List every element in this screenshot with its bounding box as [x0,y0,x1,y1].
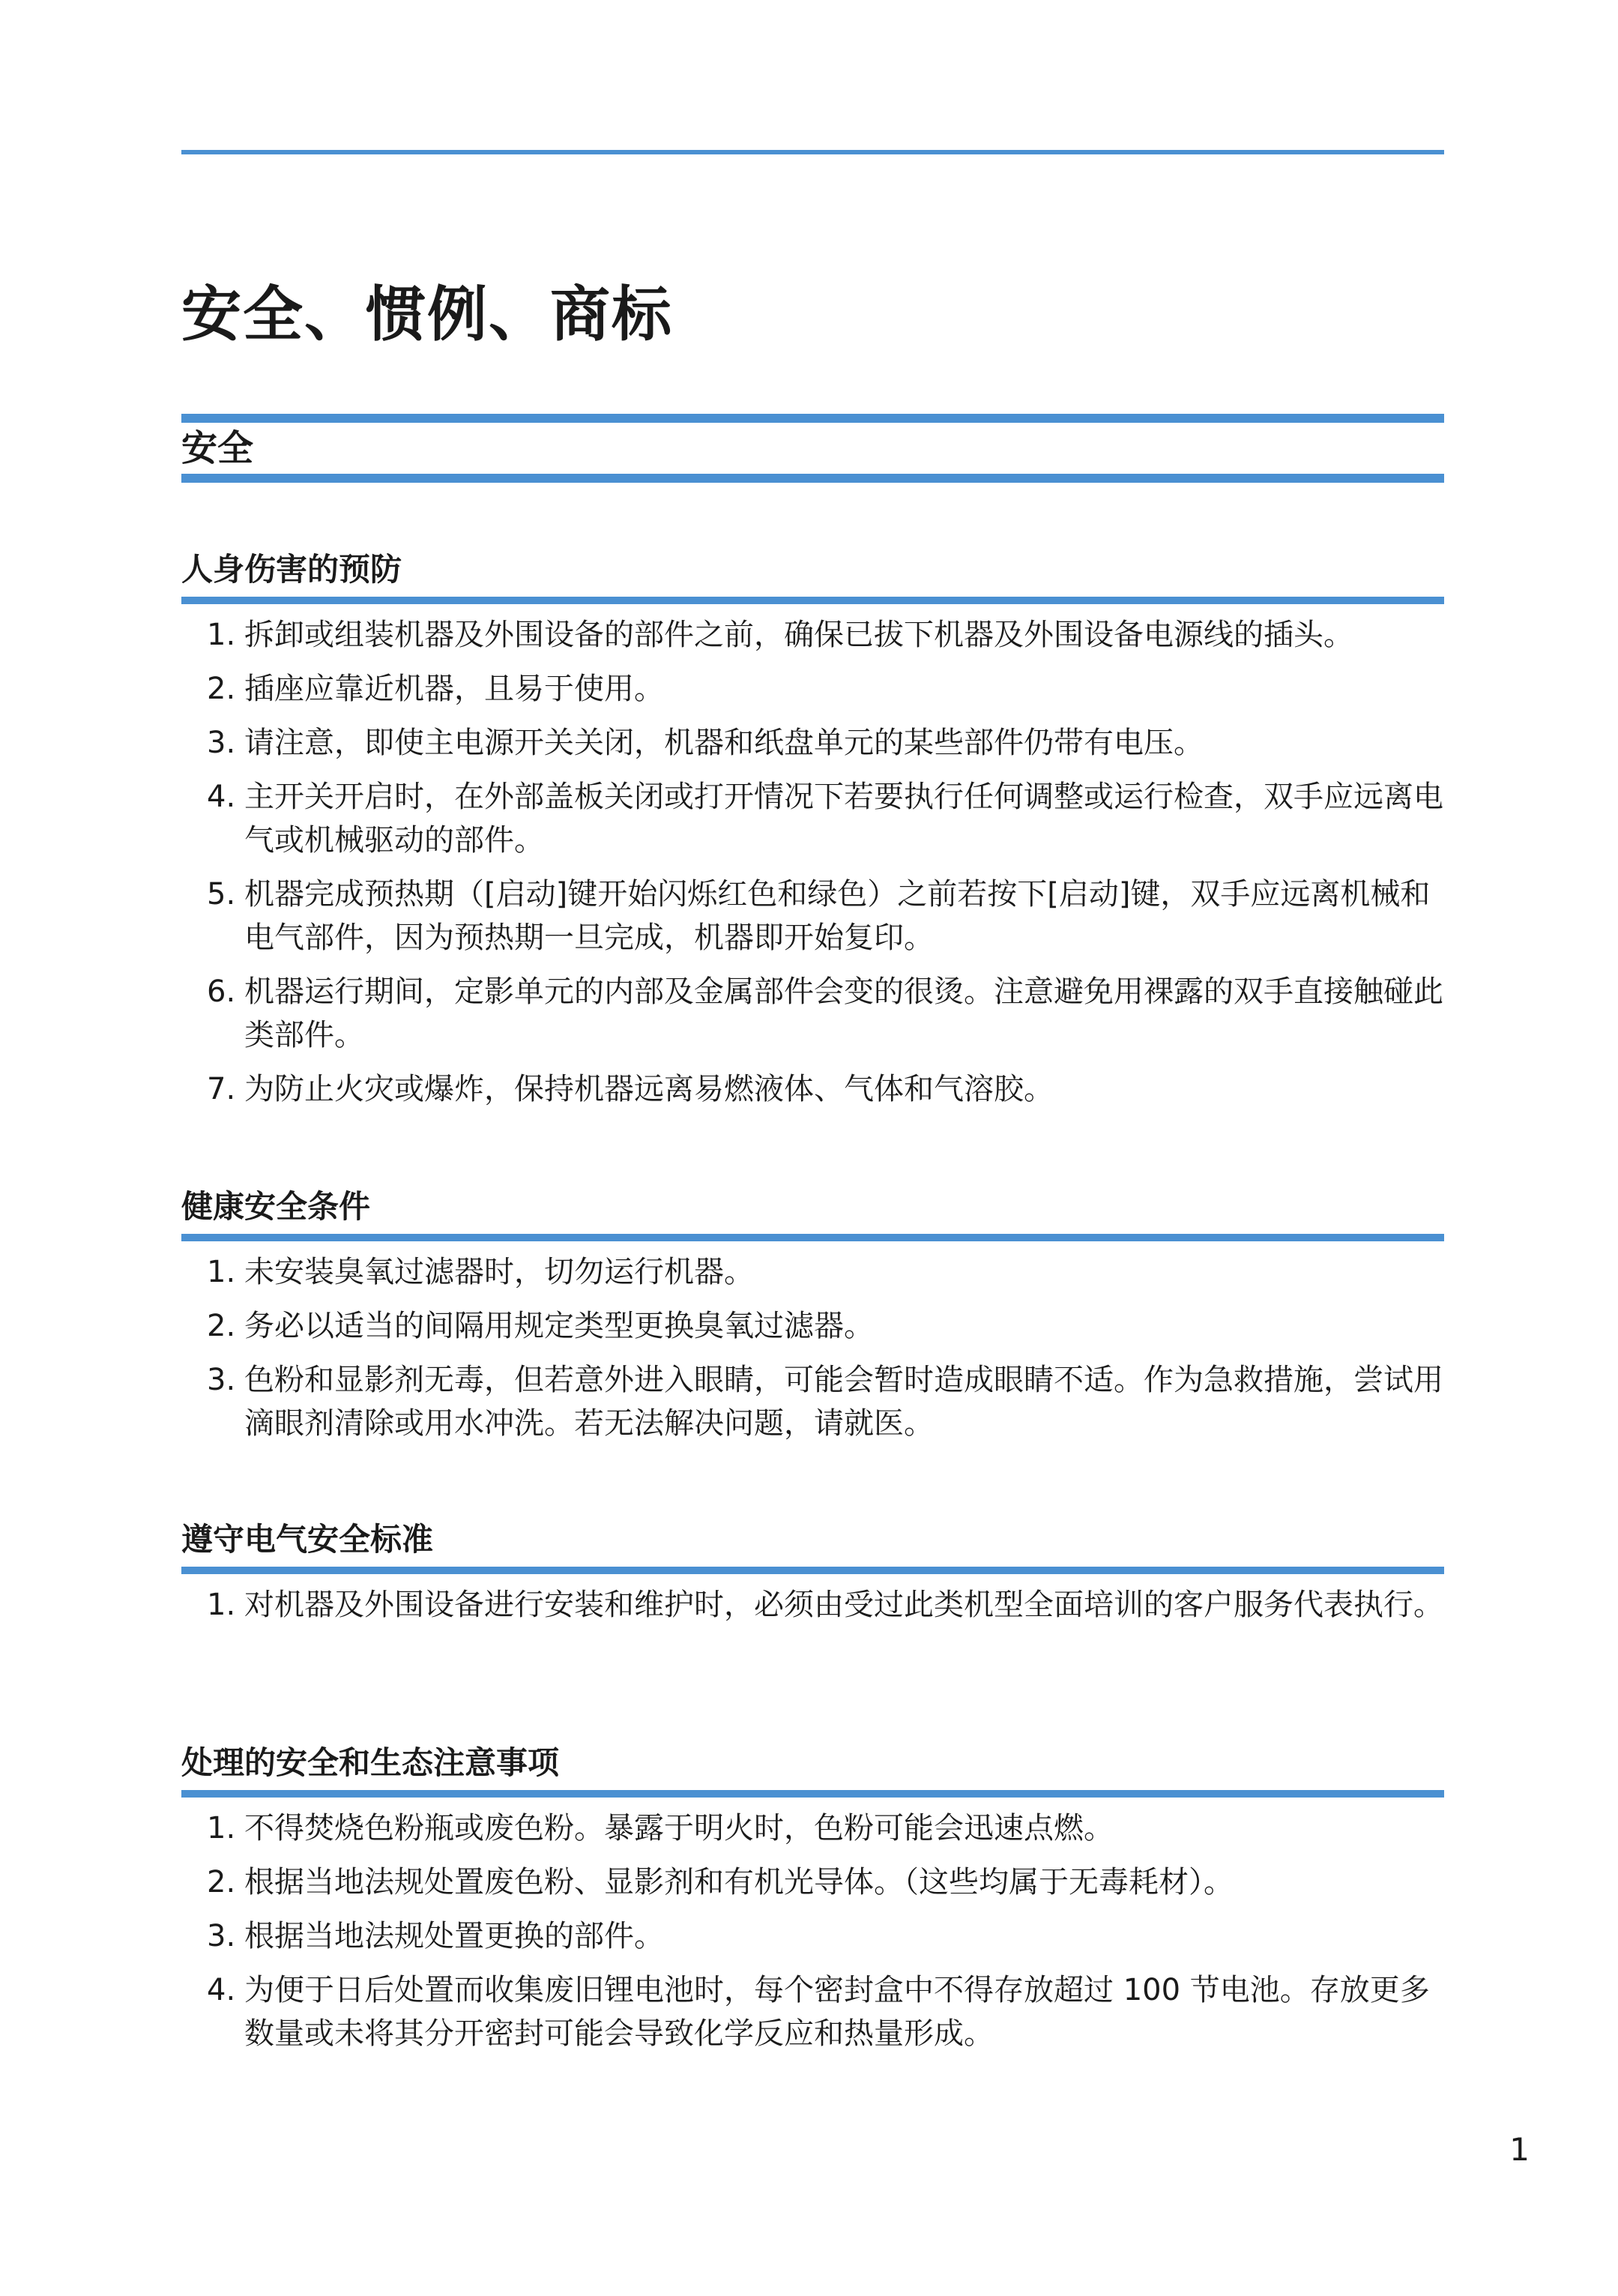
item-number: 5. [207,877,236,912]
list-item [181,775,1444,862]
item-number: 1. [207,1588,236,1622]
item-text: 请注意，即使主电源开关关闭，机器和纸盘单元的某些部件仍带有电压。 [244,726,1204,760]
list-item [181,613,1444,657]
subsection-injury-prevention [181,547,1444,1121]
section-band [181,414,1444,483]
item-number: 1. [207,618,236,652]
subsection-heading: 人身伤害的预防 [181,547,1444,604]
subsection-heading: 健康安全条件 [181,1184,1444,1241]
list-item [181,1860,1444,1904]
top-rule [181,150,1444,154]
item-number: 4. [207,1973,236,2007]
page-title: 安全、惯例、商标 [181,280,673,349]
list-item [181,667,1444,711]
item-text: 未安装臭氧过滤器时，切勿运行机器。 [244,1255,754,1289]
list-item [181,873,1444,959]
item-text: 主开关开启时，在外部盖板关闭或打开情况下若要执行任何调整或运行检查，双手应远离电气或机械驱动的部件。 [244,780,1443,858]
list-item [181,1914,1444,1958]
item-number: 2. [207,672,236,706]
item-text: 为防止火灾或爆炸，保持机器远离易燃液体、气体和气溶胶。 [244,1072,1054,1106]
item-text: 色粉和显影剂无毒，但若意外进入眼睛，可能会暂时造成眼睛不适。作为急救措施，尝试用滴眼剂清除或用水冲洗。若无法解决问题，请就医。 [244,1363,1443,1441]
item-number: 3. [207,1363,236,1397]
list-item [181,970,1444,1057]
subsection-electrical-safety [181,1517,1444,1637]
item-text: 务必以适当的间隔用规定类型更换臭氧过滤器。 [244,1309,874,1343]
item-number: 2. [207,1309,236,1343]
item-number: 4. [207,780,236,814]
item-number: 3. [207,1919,236,1953]
item-text: 根据当地法规处置废色粉、显影剂和有机光导体。（这些均属于无毒耗材）。 [244,1865,1234,1899]
subsection-heading: 遵守电气安全标准 [181,1517,1444,1574]
list-item [181,1807,1444,1850]
list-item [181,721,1444,765]
subsection-health-safety [181,1184,1444,1456]
list-item [181,1583,1444,1627]
subsection-heading: 处理的安全和生态注意事项 [181,1741,1444,1798]
item-list [181,1250,1444,1445]
item-number: 7. [207,1072,236,1106]
item-list [181,1583,1444,1627]
list-item [181,1067,1444,1111]
item-text: 机器运行期间，定影单元的内部及金属部件会变的很烫。注意避免用裸露的双手直接触碰此类部件。 [244,974,1443,1052]
item-text: 根据当地法规处置更换的部件。 [244,1919,664,1953]
list-item [181,1304,1444,1348]
item-number: 3. [207,726,236,760]
list-item [181,1358,1444,1445]
item-number: 1. [207,1811,236,1845]
item-text: 插座应靠近机器，且易于使用。 [244,672,664,706]
item-list [181,1807,1444,2055]
subsection-disposal [181,1741,1444,2066]
item-text: 拆卸或组装机器及外围设备的部件之前，确保已拔下机器及外围设备电源线的插头。 [244,618,1353,652]
item-number: 1. [207,1255,236,1289]
item-text: 不得焚烧色粉瓶或废色粉。暴露于明火时，色粉可能会迅速点燃。 [244,1811,1114,1845]
item-text: 对机器及外围设备进行安装和维护时，必须由受过此类机型全面培训的客户服务代表执行。 [244,1588,1443,1622]
list-item [181,1250,1444,1294]
item-list [181,613,1444,1111]
list-item [181,1968,1444,2055]
item-number: 2. [207,1865,236,1899]
item-number: 6. [207,974,236,1009]
section-title: 安全 [181,427,254,469]
item-text: 机器完成预热期（[启动]键开始闪烁红色和绿色）之前若按下[启动]键，双手应远离机械和电气部件，因为预热期一旦完成，机器即开始复印。 [244,877,1431,955]
item-text: 为便于日后处置而收集废旧锂电池时，每个密封盒中不得存放超过 100 节电池。存放更多数量或未将其分开密封可能会导致化学反应和热量形成。 [244,1973,1430,2051]
page-number: 1 [1509,2131,1530,2168]
